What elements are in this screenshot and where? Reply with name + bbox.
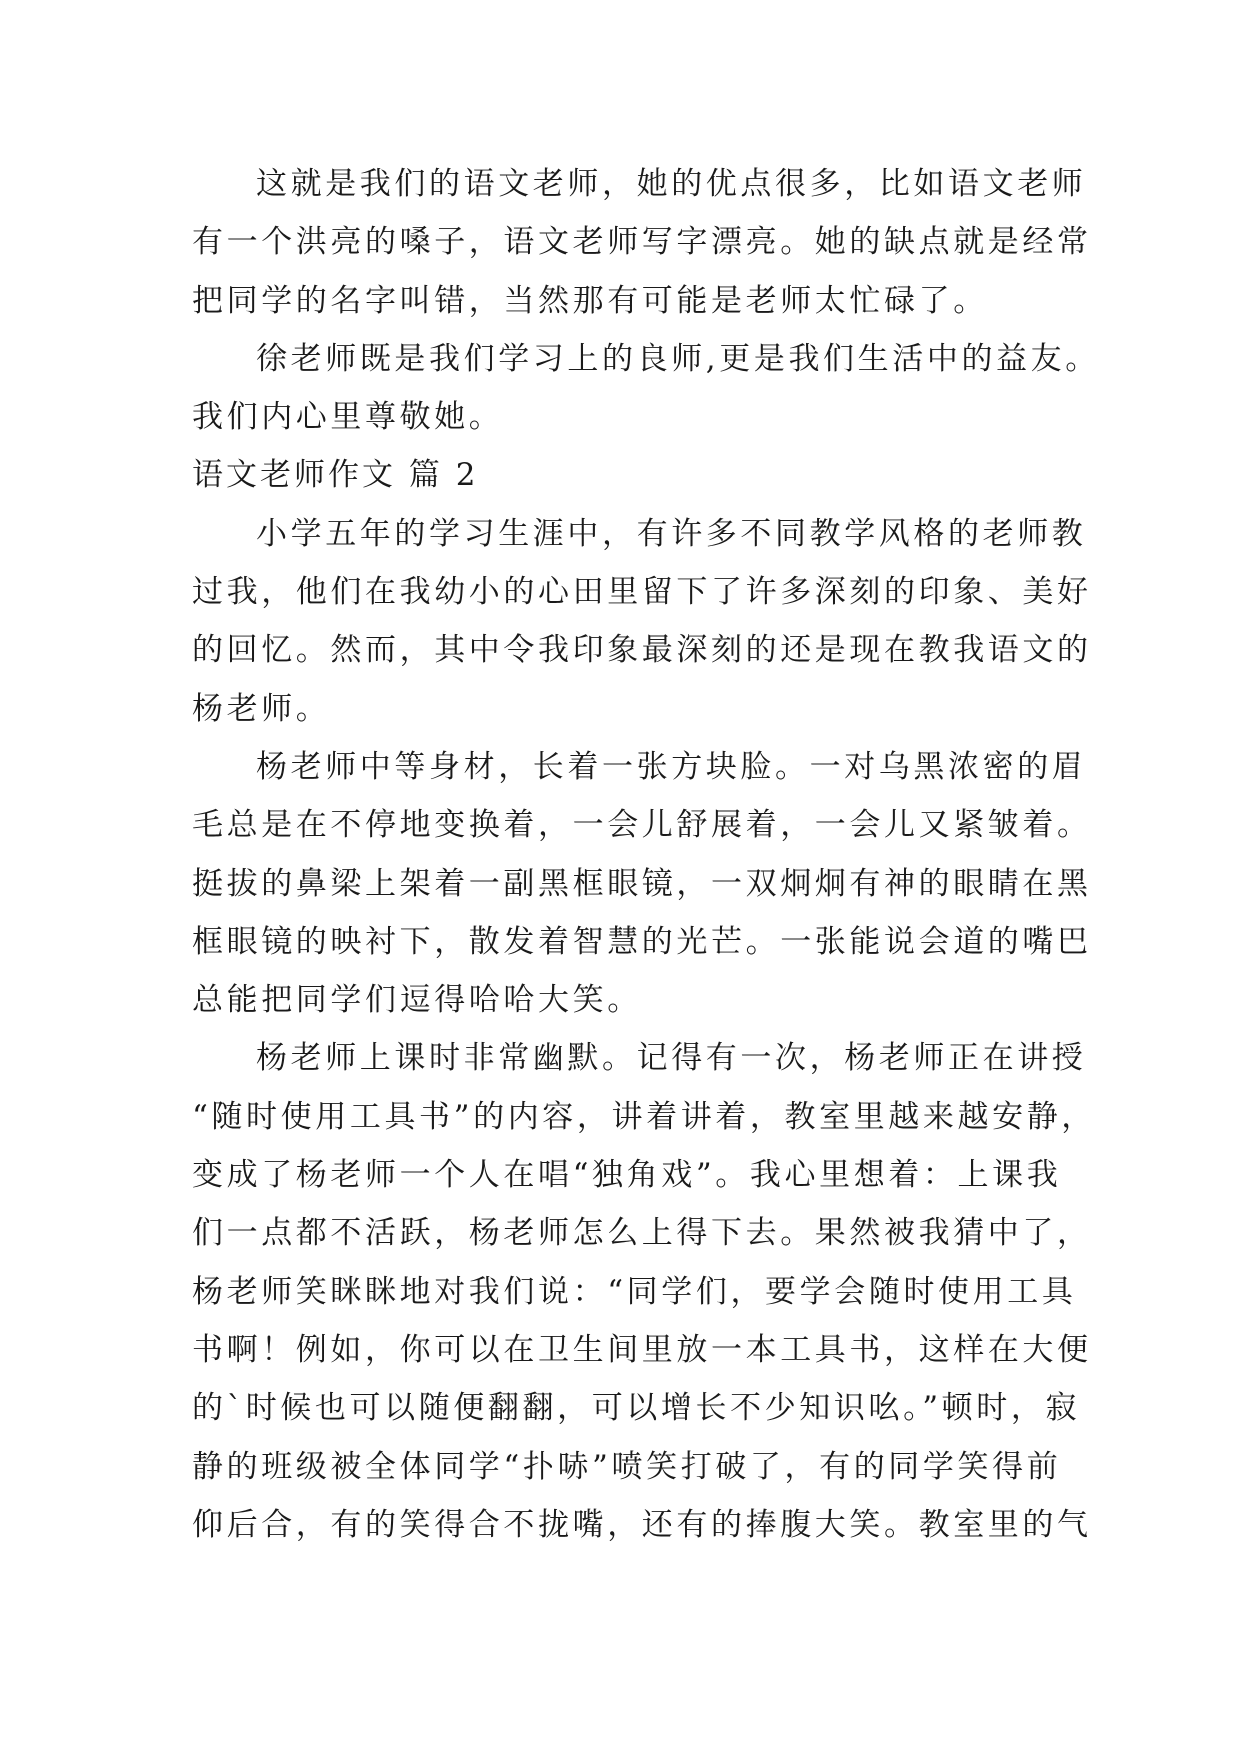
text-line: 挺拔的鼻梁上架着一副黑框眼镜，一双炯炯有神的眼睛在黑 <box>192 865 1092 902</box>
text-line: 这就是我们的语文老师，她的优点很多，比如语文老师 <box>256 166 1087 202</box>
text-line: 杨老师笑眯眯地对我们说：“同学们，要学会随时使用工具 <box>192 1273 1077 1310</box>
text-line: 徐老师既是我们学习上的良师,更是我们生活中的益友。 <box>256 340 1100 377</box>
text-line: 杨老师中等身材，长着一张方块脸。一对乌黑浓密的眉 <box>256 748 1087 785</box>
text-line: 总能把同学们逗得哈哈大笑。 <box>192 982 642 1019</box>
text-line: 毛总是在不停地变换着，一会儿舒展着，一会儿又紧皱着。 <box>192 807 1092 844</box>
text-line: 有一个洪亮的嗓子，语文老师写字漂亮。她的缺点就是经常 <box>192 224 1092 261</box>
text-line: 框眼镜的映衬下，散发着智慧的光芒。一张能说会道的嘴巴 <box>192 923 1092 960</box>
text-line: 静的班级被全体同学“扑哧”喷笑打破了，有的同学笑得前 <box>192 1448 1062 1485</box>
text-line: 们一点都不活跃，杨老师怎么上得下去。果然被我猜中了， <box>192 1215 1092 1252</box>
text-line: 变成了杨老师一个人在唱“独角戏”。我心里想着：上课我 <box>192 1157 1062 1194</box>
text-line: 把同学的名字叫错，当然那有可能是老师太忙碌了。 <box>192 282 988 319</box>
text-line: 过我，他们在我幼小的心田里留下了许多深刻的印象、美好 <box>192 574 1092 611</box>
text-line: “随时使用工具书”的内容，讲着讲着，教室里越来越安静， <box>192 1098 1096 1135</box>
text-line: 的`时候也可以随便翻翻，可以增长不少知识吆。”顿时，寂 <box>192 1390 1081 1427</box>
text-line: 小学五年的学习生涯中，有许多不同教学风格的老师教 <box>256 515 1087 552</box>
text-line: 杨老师上课时非常幽默。记得有一次，杨老师正在讲授 <box>256 1040 1087 1077</box>
text-line: 书啊！例如，你可以在卫生间里放一本工具书，这样在大便 <box>192 1331 1092 1368</box>
section-heading: 语文老师作文 篇 2 <box>192 457 479 494</box>
text-line: 杨老师。 <box>192 690 331 727</box>
document-body <box>192 155 1100 1554</box>
text-line: 我们内心里尊敬她。 <box>192 399 504 436</box>
text-line: 的回忆。然而，其中令我印象最深刻的还是现在教我语文的 <box>192 632 1092 669</box>
text-line: 仰后合，有的笑得合不拢嘴，还有的捧腹大笑。教室里的气 <box>192 1506 1092 1543</box>
